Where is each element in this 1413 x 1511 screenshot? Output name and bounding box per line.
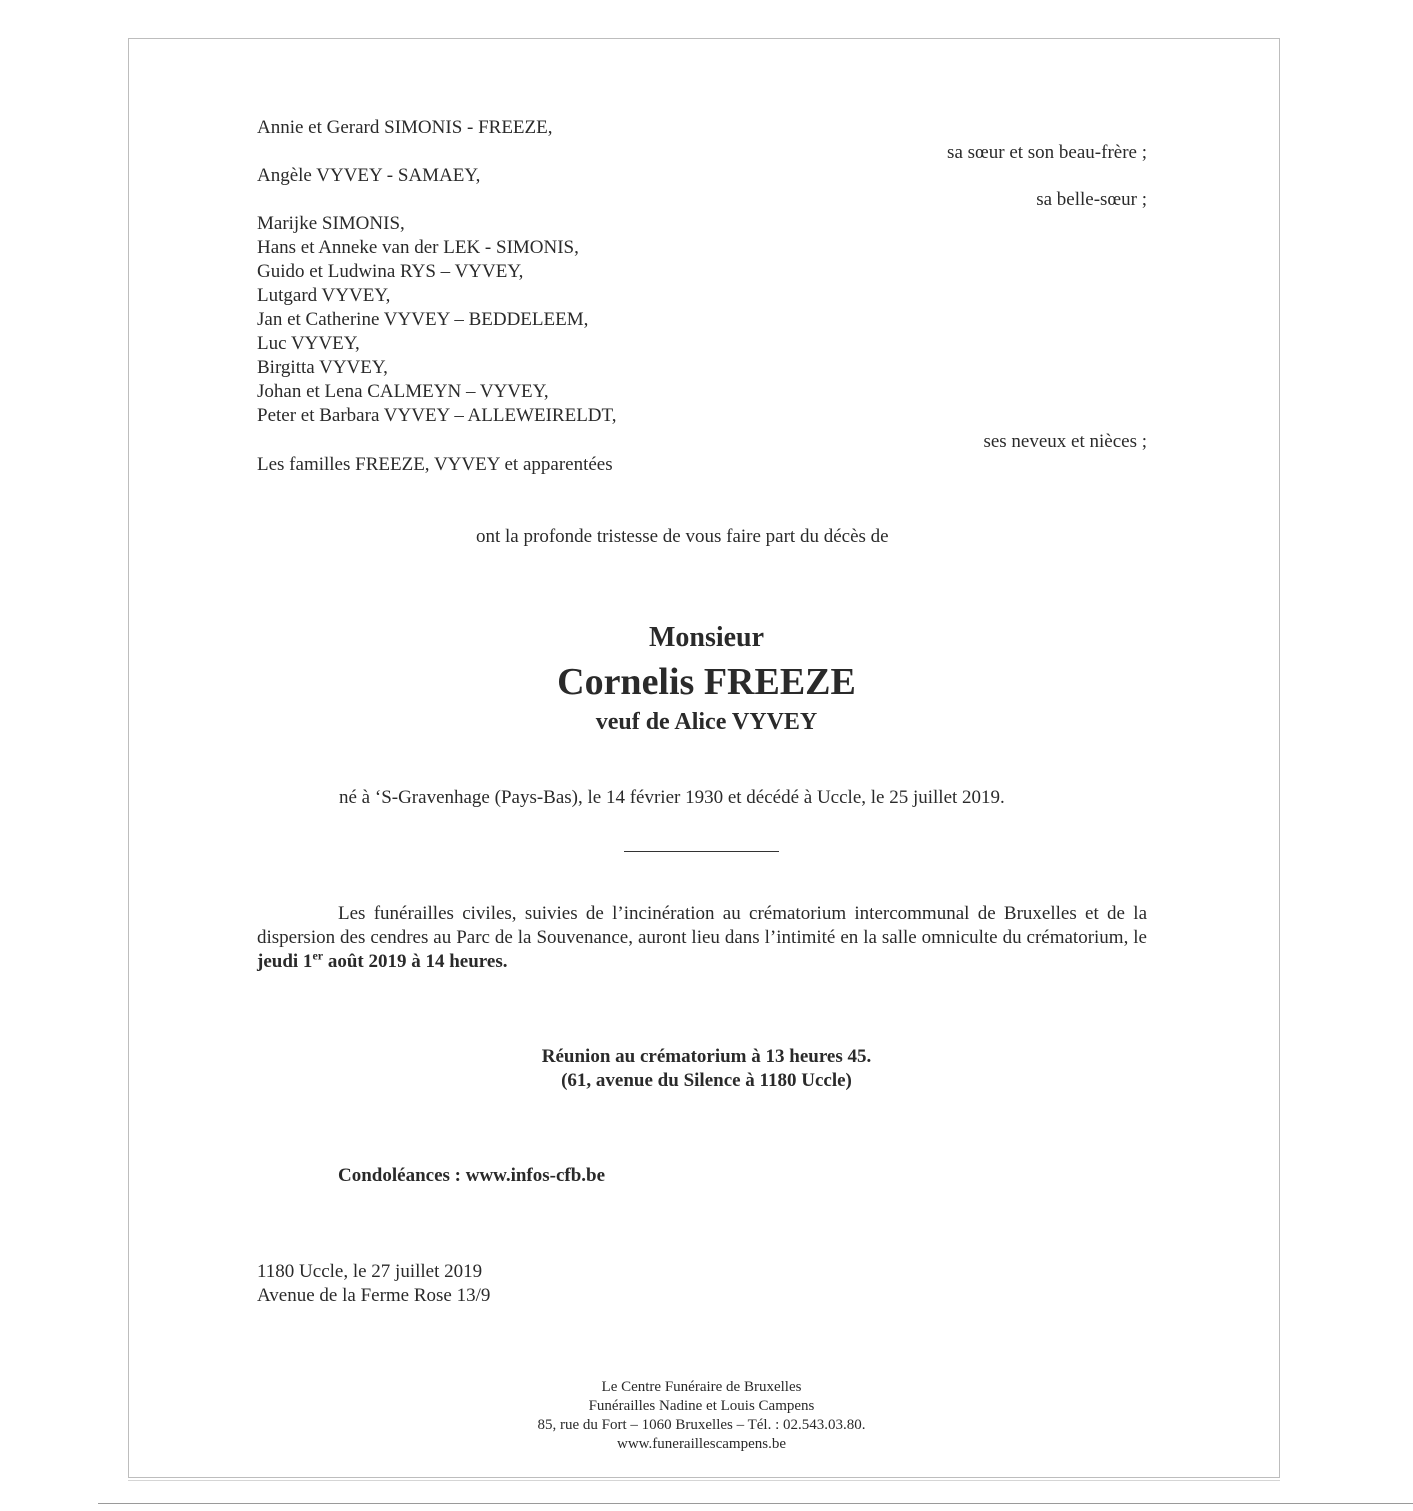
- relation-nephews: ses neveux et nièces ;: [983, 431, 1147, 452]
- meeting-address: (61, avenue du Silence à 1180 Uccle): [561, 1070, 852, 1091]
- family-line-sister: Annie et Gerard SIMONIS - FREEZE,: [257, 117, 553, 138]
- life-dates: né à ‘S-Gravenhage (Pays-Bas), le 14 février 1930 et décédé à Uccle, le 25 juillet 2019.: [339, 787, 1005, 808]
- announcement-text: ont la profonde tristesse de vous faire part du décès de: [476, 526, 889, 547]
- relation-sister-in-law: sa belle-sœur ;: [1036, 189, 1147, 210]
- relation-sister: sa sœur et son beau-frère ;: [947, 142, 1147, 163]
- footer-owners: Funérailles Nadine et Louis Campens: [588, 1398, 815, 1414]
- family-line-sister-in-law: Angèle VYVEY - SAMAEY,: [257, 165, 481, 186]
- deceased-name: Cornelis FREEZE: [557, 661, 856, 703]
- condolences-line: Condoléances : www.infos-cfb.be: [338, 1165, 606, 1186]
- scan-edge-line: [98, 1503, 1413, 1504]
- funeral-paragraph: [257, 902, 1147, 974]
- deceased-honorific: Monsieur: [648, 622, 765, 653]
- footer-website: www.funeraillescampens.be: [617, 1436, 786, 1452]
- funeral-text: Les funérailles civiles, suivies de l’incinération au crématorium intercommunal de Bruxelles et de la dispersion des cendres au Parc de la Souvenance, auront lieu dans l’intimité en la salle omniculte du crématorium, le: [257, 903, 1147, 948]
- nephew-line: Peter et Barbara VYVEY – ALLEWEIRELDT,: [257, 405, 617, 426]
- footer-company: Le Centre Funéraire de Bruxelles: [601, 1379, 802, 1395]
- nephew-line: Luc VYVEY,: [257, 333, 360, 354]
- meeting-line: Réunion au crématorium à 13 heures 45.: [541, 1046, 872, 1067]
- funeral-date: jeudi 1er août 2019 à 14 heures.: [257, 948, 508, 972]
- nephew-line: Marijke SIMONIS,: [257, 213, 405, 234]
- address-date: 1180 Uccle, le 27 juillet 2019: [257, 1261, 483, 1282]
- footer-contact: 85, rue du Fort – 1060 Bruxelles – Tél. : 02.543.03.80.: [537, 1417, 866, 1433]
- nephew-line: Lutgard VYVEY,: [257, 285, 391, 306]
- family-line-families: Les familles FREEZE, VYVEY et apparentées: [257, 454, 613, 475]
- nephew-line: Hans et Anneke van der LEK - SIMONIS,: [257, 237, 579, 258]
- separator-line: [624, 851, 779, 852]
- deceased-widower: veuf de Alice VYVEY: [595, 709, 818, 735]
- nephew-line: Johan et Lena CALMEYN – VYVEY,: [257, 381, 549, 402]
- nephew-line: Birgitta VYVEY,: [257, 357, 388, 378]
- nephew-line: Jan et Catherine VYVEY – BEDDELEEM,: [257, 309, 589, 330]
- nephew-line: Guido et Ludwina RYS – VYVEY,: [257, 261, 524, 282]
- address-street: Avenue de la Ferme Rose 13/9: [257, 1285, 491, 1306]
